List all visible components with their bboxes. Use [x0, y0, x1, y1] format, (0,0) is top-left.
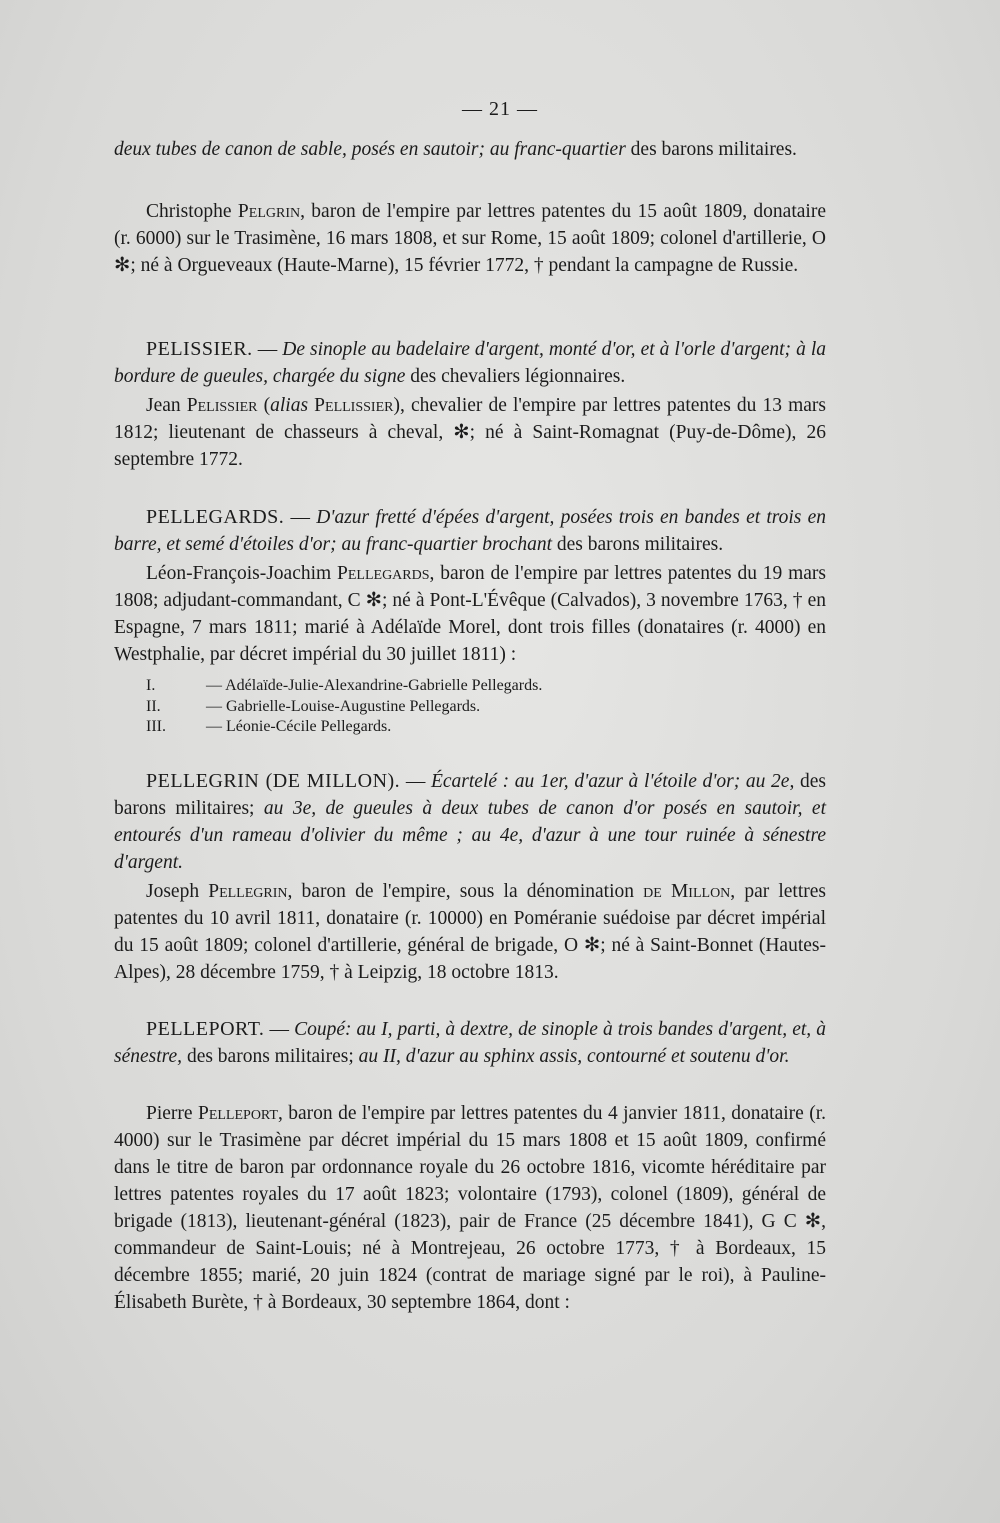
entry-heading: PELISSIER. [146, 338, 253, 360]
entry-heading: PELLEPORT. [146, 1018, 265, 1040]
list-item: III. — Léonie-Cécile Pellegards. [146, 718, 392, 735]
block-pellegrin-bio: Joseph Pellegrin, baron de l'empire, sous la dénomination de Millon, par lettres patentes du 10 avril 1811, donataire (r. 10000) en Poméranie suédoise par décret impérial du 15 août 1809; colonel d'artillerie, général de brigade, O ✻; né à Saint-Bonnet (Hautes-Alpes), 28 décembre 1759, † à Leipzig, 18 octobre 1813. [114, 881, 827, 983]
body-text: , par lettres patentes du 10 avril 1811, donataire (r. 10000) en Poméranie suédoise par décret impérial du 15 août 1809; colonel d'artillerie, général de brigade, O ✻; né à Saint-Bonnet (Hautes-Alpes), 28 décembre 1759, † à Leipzig, 18 octobre 1813. [114, 881, 827, 983]
entry-pelissier: PELISSIER. — De sinople au badelaire d'argent, monté d'or, et à l'orle d'argent; à la bordure de gueules, chargée du signe des chevaliers légionnaires. [114, 338, 827, 387]
arms-text: au 3e, de gueules à deux tubes de canon d'or posés en sautoir, et entourés d'un rameau d'olivier du même ; au 4e, d'azur à une tour ruinée à sénestre d'argent. [114, 798, 826, 873]
list-item: II. — Gabrielle-Louise-Augustine Pellegards. [146, 697, 481, 715]
arms-text: D'azur fretté d'épées d'argent, posées trois en bandes et trois en barre, et semé d'étoiles d'or; au franc-quartier brochant [114, 507, 826, 555]
body-text: ), chevalier de l'empire par lettres patentes du 13 mars 1812; lieutenant de chasseurs à cheval, ✻; né à Saint-Romagnat (Puy-de-Dôme), 26 septembre 1772. [114, 395, 827, 470]
arms-text: Coupé: au I, parti, à dextre, de sinople à trois bandes d'argent, et, à sénestre, [114, 1019, 826, 1067]
block-pelleport-bio: Pierre Pelleport, baron de l'empire par lettres patentes du 4 janvier 1811, donataire (r. 4000) sur le Trasimène par décret impérial du 15 mars 1808 et 15 août 1809, confirmé dans le titre de baron par ordonnance royale du 26 octobre 1816, vicomte héréditaire par lettres patentes royales du 17 août 1823; volontaire (1793), colonel (1809), général de brigade (1813), lieutenant-général (1823), pair de France (25 décembre 1841), G C ✻, commandeur de Saint-Louis; né à Montrejeau, 26 octobre 1773, † à Bordeaux, 15 décembre 1855; marié, 20 juin 1824 (contrat de mariage signé par le roi), à Pauline-Élisabeth Burète, † à Bordeaux, 30 septembre 1864, dont : [114, 1103, 826, 1313]
body-text: , baron de l'empire par lettres patentes du 4 janvier 1811, donataire (r. 4000) sur le Trasimène par décret impérial du 15 mars 1808 et 15 août 1809, confirmé dans le titre de baron par ordonnance royale du 26 octobre 1816, vicomte héréditaire par lettres patentes royales du 17 août 1823; volontaire (1793), colonel (1809), général de brigade (1813), lieutenant-général (1823), pair de France (25 décembre 1841), G C ✻, commandeur de Saint-Louis; né à Montrejeau, 26 octobre 1773, † à Bordeaux, 15 décembre 1855; marié, 20 juin 1824 (contrat de mariage signé par le roi), à Pauline-Élisabeth Burète, † à Bordeaux, 30 septembre 1864, dont : [114, 1103, 826, 1313]
list-item: I. — Adélaïde-Julie-Alexandrine-Gabrielle Pellegards. [146, 677, 543, 694]
arms-text: au II, d'azur au sphinx assis, contourné et soutenu d'or. [358, 1046, 790, 1067]
arms-text: De sinople au badelaire d'argent, monté d'or, et à l'orle d'argent; à la bordure de gueules, chargée du signe [114, 339, 827, 387]
block-pelissier-bio: Jean Pelissier (alias Pellissier), chevalier de l'empire par lettres patentes du 13 mars 1812; lieutenant de chasseurs à cheval, ✻; né à Saint-Romagnat (Puy-de-Dôme), 26 septembre 1772. [114, 395, 827, 470]
person-name: Pelissier [186, 395, 258, 416]
body-text: , baron de l'empire par lettres patentes du 15 août 1809, donataire (r. 6000) sur le Trasimène, 16 mars 1808, et sur Rome, 15 août 1809; colonel d'artillerie, O ✻; né à Orgueveaux (Haute-Marne), 15 février 1772, † pendant la campagne de Russie. [114, 201, 826, 276]
block-pelgrin-arms-continued [114, 136, 826, 163]
person-name: Pellegards [337, 563, 430, 584]
block-pellegards-bio: Léon-François-Joachim Pellegards, baron de l'empire par lettres patentes du 19 mars 1808; adjudant-commandant, C ✻; né à Pont-L'Évêque (Calvados), 3 novembre 1763, † en Espagne, 7 mars 1811; marié à Adélaïde Morel, dont trois filles (donataires (r. 4000) en Westphalie, par décret impérial du 30 juillet 1811) : [114, 563, 826, 665]
arms-text: Écartelé : au 1er, d'azur à l'étoile d'or; au 2e, [430, 771, 795, 792]
person-name: Pelleport [197, 1103, 278, 1124]
body-text: , baron de l'empire par lettres patentes du 19 mars 1808; adjudant-commandant, C ✻; né à Pont-L'Évêque (Calvados), 3 novembre 1763, † en Espagne, 7 mars 1811; marié à Adélaïde Morel, dont trois filles (donataires (r. 4000) en Westphalie, par décret impérial du 30 juillet 1811) : [114, 563, 826, 665]
body-text: des barons militaires. [625, 139, 797, 160]
entry-pellegrin-de-millon: PELLEGRIN (DE MILLON). — Écartelé : au 1er, d'azur à l'étoile d'or; au 2e, des barons militaires; au 3e, de gueules à deux tubes de canon d'or posés en sautoir, et entourés d'un rameau d'olivier du même ; au 4e, d'azur à une tour ruinée à sénestre d'argent. [114, 770, 826, 873]
entry-pellegards: PELLEGARDS. — D'azur fretté d'épées d'argent, posées trois en bandes et trois en barre, et semé d'étoiles d'or; au franc-quartier brochant des barons militaires. [114, 506, 826, 555]
page-number: — 21 — [462, 98, 538, 120]
children-list-pellegards [146, 676, 542, 738]
entry-heading: PELLEGRIN (DE MILLON). [146, 770, 401, 792]
person-name: Pelgrin [237, 201, 301, 222]
person-name: Pellegrin [208, 881, 288, 902]
arms-text: deux tubes de canon de sable, posés en sautoir; au franc-quartier [114, 139, 626, 160]
entry-pelleport: PELLEPORT. — Coupé: au I, parti, à dextre, de sinople à trois bandes d'argent, et, à sénestre, des barons militaires; au II, d'azur au sphinx assis, contourné et soutenu d'or. [114, 1018, 826, 1067]
block-pelgrin-bio: Christophe Pelgrin, baron de l'empire par lettres patentes du 15 août 1809, donataire (r. 6000) sur le Trasimène, 16 mars 1808, et sur Rome, 15 août 1809; colonel d'artillerie, O ✻; né à Orgueveaux (Haute-Marne), 15 février 1772, † pendant la campagne de Russie. [114, 201, 826, 276]
entry-heading: PELLEGARDS. [146, 506, 285, 528]
